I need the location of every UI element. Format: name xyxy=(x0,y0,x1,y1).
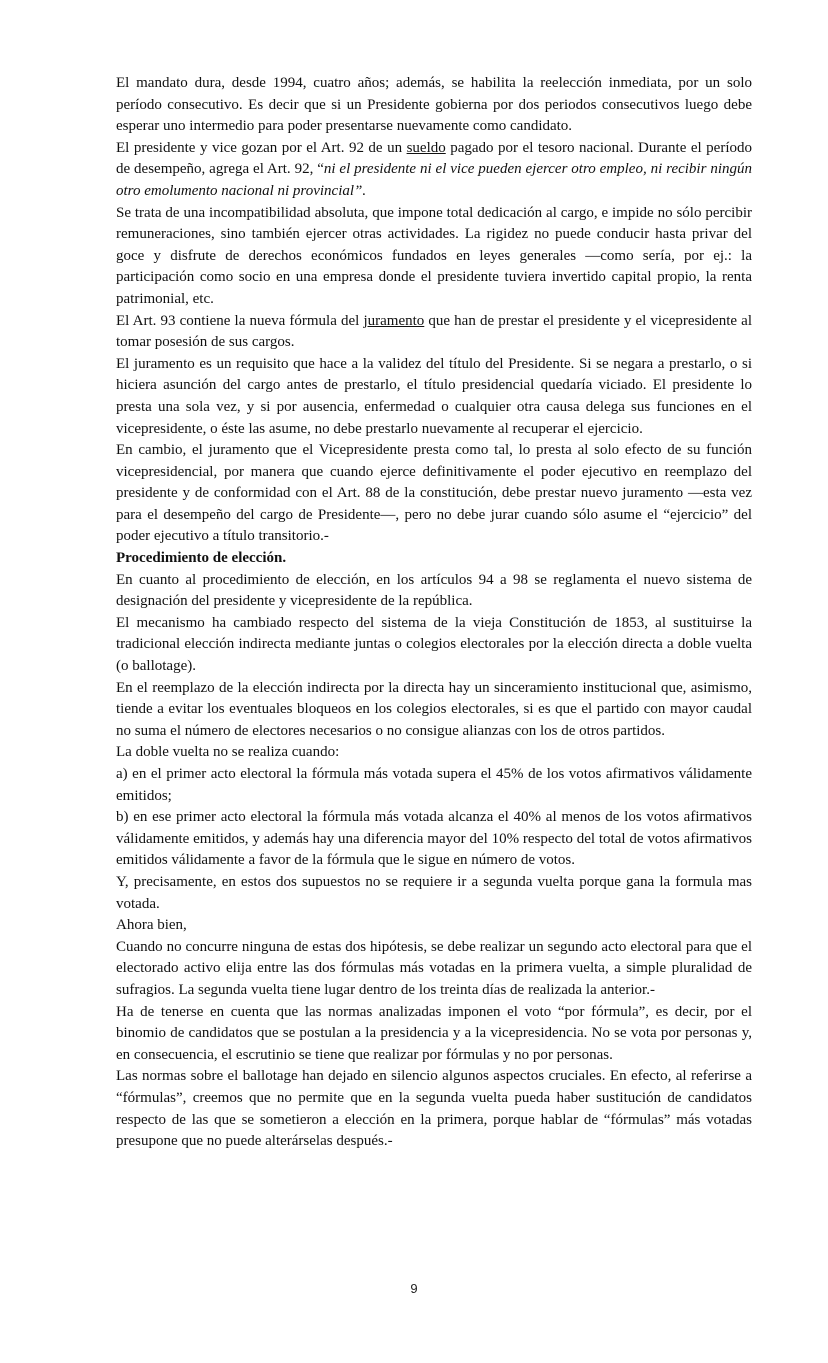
paragraph-doble-vuelta: La doble vuelta no se realiza cuando: xyxy=(116,744,340,761)
list-item-b: b) en ese primer acto electoral la fórmula más votada alcanza el 40% al menos de los votos afirmativos válidamente emitidos, y además hay una diferencia mayor del 10% respecto del total de votos afirmativos emitidos válidamente a favor de la fórmula que le sigue en número de votos. xyxy=(116,809,752,869)
paragraph-reemplazo: En el reemplazo de la elección indirecta por la directa hay un sinceramiento institucional que, asimismo, tiende a evitar los eventuales bloqueos en los colegios electorales, si es que el partido con mayor caudal no suma el número de electores necesarios o no consigue alianzas con los de otros partidos. xyxy=(116,679,752,739)
paragraph-segunda-vuelta: Cuando no concurre ninguna de estas dos hipótesis, se debe realizar un segundo acto electoral para que el electorado activo elija entre las dos fórmulas más votadas en la primera vuelta, a simple pluralidad de sufragios. La segunda vuelta tiene lugar dentro de los treinta días de realizada la anterior.- xyxy=(116,938,752,998)
italic-quote: ni el presidente ni el vice pueden ejercer otro empleo, ni recibir ningún otro emolumento nacional ni provincial”. xyxy=(116,161,752,199)
paragraph-ballotage: Las normas sobre el ballotage han dejado en silencio algunos aspectos cruciales. En efecto, al referirse a “fórmulas”, creemos que no permite que en la segunda vuelta pueda haber sustitución de candidatos respecto de las que se sometieron a elección en la primera, porque hablar de “fórmulas” más votadas presupone que no puede alterárselas después.- xyxy=(116,1068,752,1150)
section-heading: Procedimiento de elección. xyxy=(116,550,287,567)
paragraph-procedimiento: En cuanto al procedimiento de elección, en los artículos 94 a 98 se reglamenta el nuevo sistema de designación del presidente y vicepresidente de la república. xyxy=(116,571,752,610)
paragraph-ahora-bien: Ahora bien, xyxy=(116,917,187,934)
paragraph-mecanismo: El mecanismo ha cambiado respecto del sistema de la vieja Constitución de 1853, al sustituirse la tradicional elección indirecta mediante juntas o colegios electorales por la elección directa a doble vuelta (o ballotage). xyxy=(116,614,752,675)
paragraph-incompatibilidad: Se trata de una incompatibilidad absoluta, que impone total dedicación al cargo, e impide no sólo percibir remuneraciones, sino también ejercer otras actividades. La rigidez no puede conducir hasta privar del goce y disfrute de derechos económicos fundados en leyes generales —como sería, por ej.: la participación como socio en una empresa donde el presidente tuviera invertido capital propio, la renta patrimonial, etc. xyxy=(116,204,752,307)
list-item-a: a) en el primer acto electoral la fórmula más votada supera el 45% de los votos afirmativos válidamente emitidos; xyxy=(116,766,752,804)
underlined-term-juramento: juramento xyxy=(363,312,425,329)
underlined-term-sueldo: sueldo xyxy=(406,139,446,156)
text-run: El Art. 93 contiene la nueva fórmula del xyxy=(116,312,364,329)
paragraph-sueldo xyxy=(116,138,752,203)
paragraph-juramento-art93 xyxy=(116,311,752,354)
paragraph-mandato: El mandato dura, desde 1994, cuatro años; además, se habilita la reelección inmediata, por un solo período consecutivo. Es decir que si un Presidente gobierna por dos periodos consecutivos luego debe esperar uno intermedio para poder presentarse nuevamente como candidato. xyxy=(116,75,752,135)
page-number: 9 xyxy=(410,1281,418,1296)
text-run: pagado por el tesoro nacional. Durante el período de desempeño, agrega el Art. 92, “ xyxy=(116,139,752,178)
paragraph-juramento-vicepresidente: En cambio, el juramento que el Vicepresidente presta como tal, lo presta al solo efecto de su función vicepresidencial, por manera que cuando ejerce definitivamente el poder ejecutivo en reemplazo del presidente y de conformidad con el Art. 88 de la constitución, debe prestar nuevo juramento —esta vez para el desempeño del cargo de Presidente—, pero no debe jurar cuando sólo asume el “ejercicio” del poder ejecutivo a título transitorio.- xyxy=(116,442,752,545)
text-run: que han de prestar el presidente y el vicepresidente al tomar posesión de sus cargos. xyxy=(116,312,752,351)
document-body xyxy=(116,73,752,1153)
paragraph-voto-formula: Ha de tenerse en cuenta que las normas analizadas imponen el voto “por fórmula”, es decir, por el binomio de candidatos que se postulan a la presidencia y a la vicepresidencia. No se vota por personas y, en consecuencia, el escrutinio se tiene que realizar por fórmulas y no por personas. xyxy=(116,1003,752,1063)
paragraph-juramento-requisito: El juramento es un requisito que hace a la validez del título del Presidente. Si se negara a prestarlo, o si hiciera asunción del cargo antes de prestarlo, el título presidencial quedaría viciado. El presidente lo presta una sola vez, y si por ausencia, enfermedad o cualquier otra causa delega sus funciones en el vicepresidente, o éste las asume, no debe prestarlo nuevamente al recuperar el ejercicio. xyxy=(116,355,752,437)
paragraph-supuestos: Y, precisamente, en estos dos supuestos no se requiere ir a segunda vuelta porque gana la formula mas votada. xyxy=(116,873,752,912)
text-run: El presidente y vice gozan por el Art. 92 de un xyxy=(116,139,407,156)
